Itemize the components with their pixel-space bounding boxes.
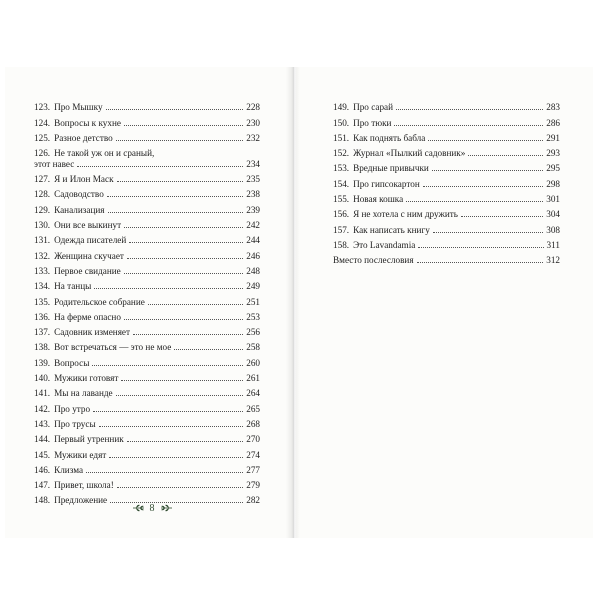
dot-leader xyxy=(417,262,544,263)
toc-entry xyxy=(333,129,560,144)
toc-entry-title: Я не хотела с ним дружить xyxy=(353,209,458,220)
dot-leader xyxy=(92,365,243,366)
dot-leader xyxy=(117,487,243,488)
toc-entry xyxy=(34,369,260,384)
toc-entry-title: Вопросы xyxy=(54,357,90,368)
toc-entry-title: Вопросы к кухне xyxy=(54,117,121,128)
toc-entry-number: 139. xyxy=(34,357,51,368)
dot-leader xyxy=(106,109,244,110)
dot-leader xyxy=(148,304,243,305)
toc-entry-title: Про трусы xyxy=(54,418,96,429)
toc-entry-page: 286 xyxy=(546,117,560,128)
toc-entry-number: 141. xyxy=(34,388,51,399)
dot-leader xyxy=(406,201,543,202)
toc-entry xyxy=(34,262,260,277)
toc-entry xyxy=(333,113,560,128)
toc-entry xyxy=(34,216,260,231)
toc-entry-page: 260 xyxy=(246,357,260,368)
toc-entry-number: 155. xyxy=(333,194,350,205)
toc-entry-title: Вместо послесловия xyxy=(333,255,414,266)
dot-leader xyxy=(93,411,243,412)
leaf-sprig-icon xyxy=(132,503,146,513)
dot-leader xyxy=(124,273,243,274)
dot-leader xyxy=(86,472,243,473)
toc-entry-number: 136. xyxy=(34,311,51,322)
toc-entry-page: 264 xyxy=(246,388,260,399)
toc-entry-title: Не такой уж он и сраный, xyxy=(54,147,155,158)
toc-entry-title: Новая кошка xyxy=(353,194,404,205)
toc-entry-page: 298 xyxy=(546,178,560,189)
toc-entry xyxy=(34,292,260,307)
book-spine xyxy=(286,67,300,538)
dot-leader xyxy=(468,155,543,156)
toc-entry-title: Как поднять бабла xyxy=(353,132,426,143)
toc-entry xyxy=(34,246,260,261)
toc-entry-title: Привет, школа! xyxy=(54,480,114,491)
toc-entry xyxy=(34,323,260,338)
toc-entry-page: 270 xyxy=(246,434,260,445)
toc-entry-title: На танцы xyxy=(54,281,92,292)
toc-entry-number: 124. xyxy=(34,117,51,128)
toc-entry-number: 152. xyxy=(333,148,350,159)
toc-entry-page: 261 xyxy=(246,373,260,384)
toc-entry-title: Садоводство xyxy=(54,189,104,200)
toc-entry xyxy=(34,113,260,128)
toc-entry-number: 125. xyxy=(34,132,51,143)
toc-entry-number: 127. xyxy=(34,174,51,185)
dot-leader xyxy=(124,125,243,126)
toc-entry-number: 149. xyxy=(333,102,350,113)
toc-entry xyxy=(34,185,260,200)
dot-leader xyxy=(116,140,243,141)
dot-leader xyxy=(116,395,244,396)
dot-leader xyxy=(108,212,244,213)
toc-entry xyxy=(34,308,260,323)
toc-entry-title: Про утро xyxy=(54,403,91,414)
toc-entry-page: 242 xyxy=(246,220,260,231)
toc-entry-number: 151. xyxy=(333,132,350,143)
toc-entry-number: 150. xyxy=(333,117,350,128)
toc-entry-number: 137. xyxy=(34,327,51,338)
toc-entry xyxy=(333,205,560,220)
toc-entry xyxy=(34,277,260,292)
toc-entry-title: Как написать книгу xyxy=(353,224,430,235)
toc-entry-number: 129. xyxy=(34,204,51,215)
toc-entry-page: 234 xyxy=(246,158,260,169)
toc-entry-page: 312 xyxy=(546,255,560,266)
toc-entry-number: 147. xyxy=(34,480,51,491)
toc-entry-number: 140. xyxy=(34,373,51,384)
toc-entry-page: 304 xyxy=(546,209,560,220)
toc-entry-number: 146. xyxy=(34,464,51,475)
toc-entry-page: 282 xyxy=(246,495,260,506)
toc-entry xyxy=(34,144,260,170)
toc-entry-title: Первый утренник xyxy=(54,434,124,445)
dot-leader xyxy=(124,227,243,228)
toc-entry xyxy=(34,461,260,476)
toc-entry-page: 277 xyxy=(246,464,260,475)
toc-entry-title: Вот встречаться — это не мое xyxy=(54,342,172,353)
toc-entry-page: 258 xyxy=(246,342,260,353)
dot-leader xyxy=(117,181,244,182)
toc-entry xyxy=(34,231,260,246)
page-folio xyxy=(122,500,182,516)
toc-entry-title: Садовник изменяет xyxy=(54,327,131,338)
toc-entry-number: 133. xyxy=(34,265,51,276)
toc-entry-title: Клизма xyxy=(54,464,84,475)
toc-entry-number: 158. xyxy=(333,239,350,250)
toc-entry-number: 144. xyxy=(34,434,51,445)
toc-entry xyxy=(333,98,560,113)
toc-entry-title: Про тюки xyxy=(353,117,392,128)
dot-leader xyxy=(461,216,543,217)
dot-leader xyxy=(121,380,243,381)
toc-entry-line xyxy=(34,159,260,170)
toc-entry xyxy=(34,170,260,185)
dot-leader xyxy=(107,196,243,197)
toc-entry-title: Женщина скучает xyxy=(54,250,124,261)
toc-entry-title: Канализация xyxy=(54,204,105,215)
toc-entry-page: 239 xyxy=(246,204,260,215)
toc-entry xyxy=(34,399,260,414)
toc-entry-page: 248 xyxy=(246,265,260,276)
toc-entry-page: 283 xyxy=(546,102,560,113)
toc-entry xyxy=(333,144,560,159)
toc-entry-title: Первое свидание xyxy=(54,265,121,276)
dot-leader xyxy=(127,258,243,259)
toc-entry-title-continued: этот навес xyxy=(34,158,75,169)
toc-entry xyxy=(34,338,260,353)
toc-entry-number: 153. xyxy=(333,163,350,174)
dot-leader xyxy=(428,140,543,141)
toc-entry xyxy=(34,384,260,399)
toc-entry-page: 291 xyxy=(546,132,560,143)
toc-entry-number: 138. xyxy=(34,342,51,353)
toc-entry-title: Вредные привычки xyxy=(353,163,429,174)
dot-leader xyxy=(418,247,543,248)
toc-entry-number: 130. xyxy=(34,220,51,231)
toc-entry-number: 154. xyxy=(333,178,350,189)
toc-entry xyxy=(333,174,560,189)
dot-leader xyxy=(174,349,243,350)
toc-entry-number: 143. xyxy=(34,418,51,429)
dot-leader xyxy=(394,125,543,126)
toc-entry-title: Они все выкинут xyxy=(54,220,122,231)
dot-leader xyxy=(129,242,243,243)
dot-leader xyxy=(396,109,543,110)
toc-entry-page: 232 xyxy=(246,132,260,143)
toc-entry-number: 126. xyxy=(34,147,51,158)
toc-entry-page: 265 xyxy=(246,403,260,414)
toc-entry-title: На ферме опасно xyxy=(54,311,121,322)
toc-entry-page: 246 xyxy=(246,250,260,261)
dot-leader xyxy=(127,441,244,442)
toc-entry-page: 230 xyxy=(246,117,260,128)
toc-entry-title: Про сарай xyxy=(353,102,394,113)
toc-entry-number: 132. xyxy=(34,250,51,261)
toc-entry-number: 157. xyxy=(333,224,350,235)
toc-entry-title: Это Lavandamia xyxy=(353,239,416,250)
toc-entry xyxy=(333,220,560,235)
toc-entry xyxy=(34,98,260,113)
toc-entry-page: 238 xyxy=(246,189,260,200)
toc-left xyxy=(34,98,260,506)
leaf-sprig-icon xyxy=(159,503,173,513)
toc-entry xyxy=(34,353,260,368)
toc-entry-page: 301 xyxy=(546,194,560,205)
toc-entry-title: Про Мышку xyxy=(54,102,103,113)
toc-entry-page: 251 xyxy=(246,296,260,307)
toc-entry xyxy=(333,236,560,251)
toc-entry-page: 308 xyxy=(546,224,560,235)
dot-leader xyxy=(77,166,243,167)
toc-entry-page: 228 xyxy=(246,102,260,113)
toc-entry-page: 249 xyxy=(246,281,260,292)
toc-entry xyxy=(34,445,260,460)
toc-entry xyxy=(333,159,560,174)
toc-entry-title: Мужики едят xyxy=(54,449,107,460)
toc-entry-line xyxy=(34,148,260,159)
toc-entry-number: 145. xyxy=(34,449,51,460)
toc-entry-number: 135. xyxy=(34,296,51,307)
toc-entry-number: 148. xyxy=(34,495,51,506)
page-number: 8 xyxy=(149,502,155,514)
dot-leader xyxy=(433,232,543,233)
toc-entry-number: 142. xyxy=(34,403,51,414)
toc-entry-page: 293 xyxy=(546,148,560,159)
dot-leader xyxy=(133,334,243,335)
dot-leader xyxy=(109,457,243,458)
toc-entry-page: 295 xyxy=(546,163,560,174)
dot-leader xyxy=(124,319,243,320)
toc-entry-title: Мы на лаванде xyxy=(54,388,113,399)
toc-entry-number: 123. xyxy=(34,102,51,113)
toc-entry-title: Разное детство xyxy=(54,132,113,143)
toc-entry xyxy=(34,430,260,445)
toc-entry-number: 134. xyxy=(34,281,51,292)
toc-entry-title: Журнал «Пылкий садовник» xyxy=(353,148,466,159)
toc-entry xyxy=(34,129,260,144)
dot-leader xyxy=(94,288,243,289)
toc-entry xyxy=(333,190,560,205)
toc-entry xyxy=(34,476,260,491)
toc-entry xyxy=(34,415,260,430)
dot-leader xyxy=(99,426,244,427)
dot-leader xyxy=(423,186,543,187)
toc-entry-number: 131. xyxy=(34,235,51,246)
toc-entry-title: Предложение xyxy=(54,495,108,506)
toc-entry-title: Я и Илон Маск xyxy=(54,174,114,185)
toc-entry-title: Родительское собрание xyxy=(54,296,145,307)
toc-entry-page: 274 xyxy=(246,449,260,460)
toc-entry-page: 311 xyxy=(546,239,560,250)
toc-right xyxy=(333,98,560,266)
toc-entry xyxy=(34,200,260,215)
toc-entry-page: 279 xyxy=(246,480,260,491)
toc-entry-title: Мужики готовят xyxy=(54,373,119,384)
toc-entry xyxy=(333,251,560,266)
toc-entry-page: 253 xyxy=(246,311,260,322)
toc-entry-page: 256 xyxy=(246,327,260,338)
toc-entry-page: 235 xyxy=(246,174,260,185)
toc-entry-title: Про гипсокартон xyxy=(353,178,420,189)
toc-entry-page: 244 xyxy=(246,235,260,246)
toc-entry-page: 268 xyxy=(246,418,260,429)
toc-entry-number: 156. xyxy=(333,209,350,220)
dot-leader xyxy=(432,170,543,171)
toc-entry-title: Одежда писателей xyxy=(54,235,127,246)
toc-entry-number: 128. xyxy=(34,189,51,200)
